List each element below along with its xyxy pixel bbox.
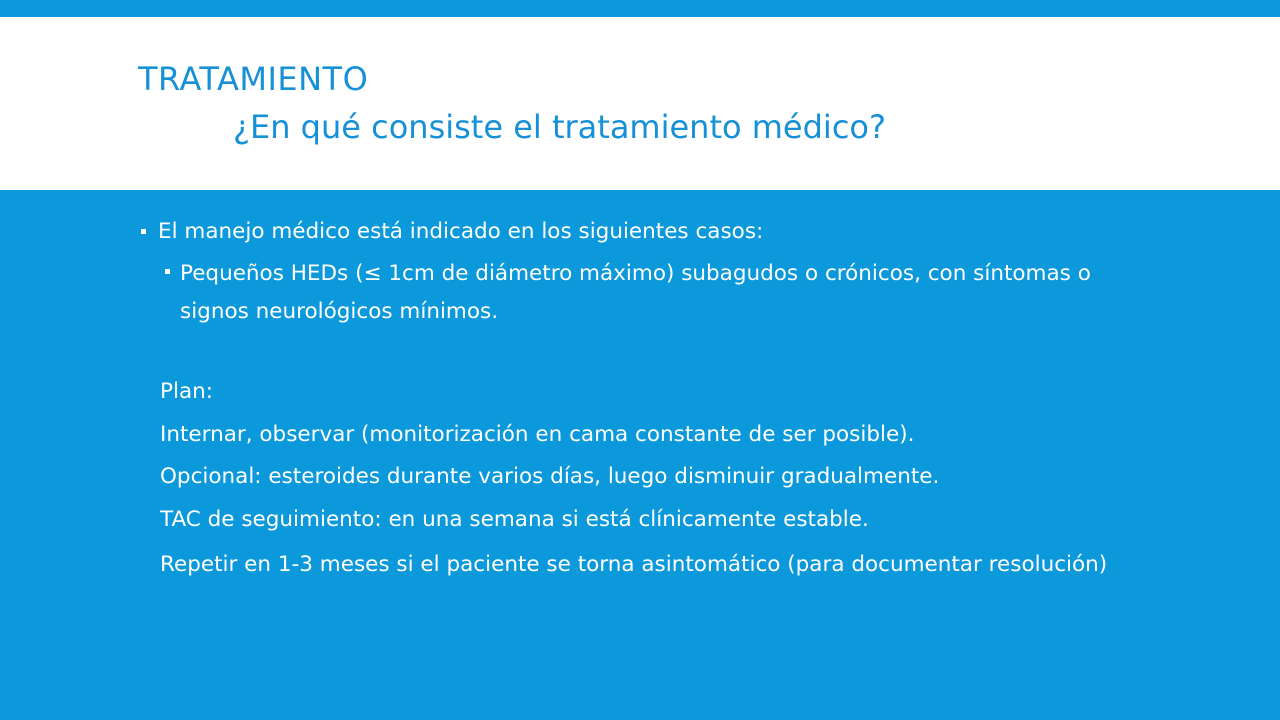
slide-title: TRATAMIENTO <box>138 60 369 98</box>
bullet-text: El manejo médico está indicado en los siguientes casos: <box>158 219 764 244</box>
plan-label: Plan: <box>160 379 213 404</box>
plan-item: Opcional: esteroides durante varios días, luego disminuir gradualmente. <box>160 464 940 489</box>
plan-item: TAC de seguimiento: en una semana si está clínicamente estable. <box>160 507 869 532</box>
plan-item: Internar, observar (monitorización en cama constante de ser posible). <box>160 422 915 447</box>
bullet-text: Pequeños HEDs (≤ 1cm de diámetro máximo) subagudos o crónicos, con síntomas o signos neurológicos mínimos. <box>180 261 1091 324</box>
square-bullet-icon <box>141 229 146 234</box>
slide-subtitle: ¿En qué consiste el tratamiento médico? <box>233 108 886 146</box>
plan-item: Repetir en 1-3 meses si el paciente se torna asintomático (para documentar resolución) <box>160 552 1108 577</box>
square-bullet-icon <box>165 269 170 274</box>
